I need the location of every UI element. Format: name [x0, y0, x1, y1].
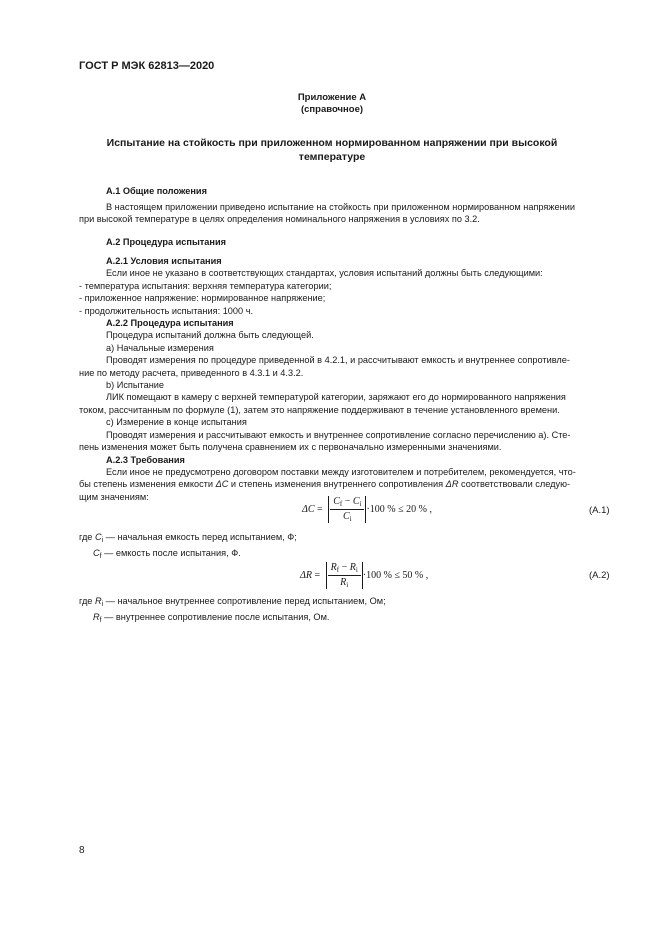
section-a23-line3: щим значениям: — [79, 491, 149, 502]
step-c-line1: Проводят измерения и рассчитывают емкость и внутреннее сопротивление согласно перечислению а). Сте- — [106, 429, 571, 440]
section-a23-line2: бы степень изменения емкости ΔC и степень изменения внутреннего сопротивления ΔR соответствовали следую- — [79, 479, 571, 490]
formula-a1-rhs: ·100 % ≤ 20 % , — [366, 504, 432, 515]
list-item: - приложенное напряжение: нормированное напряжение; — [79, 293, 326, 304]
legend-line: $C_f$ — емкость после испытания, Ф. — [93, 548, 241, 561]
section-a1-heading: А.1 Общие положения — [106, 186, 207, 196]
section-a1-line1: В настоящем приложении приведено испытание на стойкость при приложенном нормированном напряжении — [106, 202, 576, 212]
legend-line: $R_f$ — внутреннее сопротивление после испытания, Ом. — [93, 612, 330, 625]
document-code: ГОСТ Р МЭК 62813—2020 — [79, 60, 215, 72]
fraction-numerator: $R_f - R_i$ — [328, 562, 361, 576]
fraction — [330, 496, 364, 523]
section-a21 — [79, 255, 615, 503]
step-b-line1: ЛИК помещают в камеру с верхней температурой категории, заряжают его до нормированного напряжения — [106, 392, 566, 403]
step-c-line2: пень изменения может быть получена сравнением их с первоначально измеренными значениями. — [79, 442, 502, 453]
section-a21-heading: А.2.1 Условия испытания — [106, 256, 222, 266]
fraction — [328, 562, 361, 589]
fraction-denominator: $C_i$ — [343, 511, 352, 523]
legend-line: где $C_i$ — начальная емкость перед испытанием, Ф; — [79, 532, 297, 544]
section-a22-heading: А.2.2 Процедура испытания — [106, 318, 234, 329]
appendix-title: Приложение А — [297, 92, 367, 103]
step-b-line2: током, рассчитанным по формуле (1), затем это напряжение поддерживают в течение установленного времени. — [79, 404, 560, 415]
appendix-note: (справочное) — [300, 104, 364, 115]
legend-line: где $R_i$ — начальное внутреннее сопротивление перед испытанием, Ом; — [79, 596, 386, 608]
equation-number-a2: (А.2) — [589, 570, 610, 581]
abs-bars — [326, 562, 363, 589]
page-number: 8 — [79, 845, 85, 856]
formula-a1-lhs: ΔC — [302, 504, 315, 515]
formula-a1-legend — [79, 531, 297, 564]
main-title-line2: температуре — [298, 151, 366, 163]
step-c-title: c) Измерение в конце испытания — [106, 417, 247, 428]
fraction-denominator: $R_i$ — [340, 577, 349, 589]
main-title-line1: Испытание на стойкость при приложенном нормированном напряжении при высокой — [106, 137, 558, 149]
section-a23-line1: Если иное не предусмотрено договором поставки между изготовителем и потребителем, рекомендуется, что- — [106, 466, 576, 477]
abs-bars — [328, 496, 366, 523]
section-a21-intro: Если иное не указано в соответствующих стандартах, условия испытаний должны быть следующими: — [106, 268, 543, 279]
equation-number-a1: (А.1) — [589, 505, 610, 516]
formula-a2: ΔR = $\frac{R_f - R_i}{R_i}$ ·100 % ≤ 50 % , — [300, 562, 429, 589]
section-a23-heading: А.2.3 Требования — [106, 454, 185, 465]
fraction-numerator: $C_f - C_i$ — [330, 496, 364, 510]
formula-a2-legend — [79, 595, 386, 628]
section-a1-line2: при высокой температуре в целях определения номинального напряжения в условиях по 3.2. — [79, 214, 480, 225]
section-a22-intro: Процедура испытаний должна быть следующей. — [106, 330, 314, 341]
delta-c-symbol: ΔC — [215, 479, 229, 490]
step-b-title: b) Испытание — [106, 380, 165, 391]
step-a-title: a) Начальные измерения — [106, 342, 214, 353]
list-item: - продолжительность испытания: 1000 ч. — [79, 305, 254, 316]
section-a1-text — [79, 201, 615, 226]
step-a-line1: Проводят измерения по процедуре приведенной в 4.2.1, и рассчитывают емкость и внутреннее сопротивле- — [106, 355, 570, 366]
list-item: - температура испытания: верхняя температура категории; — [79, 280, 332, 291]
section-a2-heading: А.2 Процедура испытания — [106, 237, 226, 247]
formula-a1: ΔC = $\frac{C_f - C_i}{C_i}$ ·100 % ≤ 20 % , — [302, 496, 432, 523]
formula-a2-lhs: ΔR — [300, 570, 312, 581]
delta-r-symbol: ΔR — [445, 479, 459, 490]
step-a-line2: ние по методу расчета, приведенного в 4.3.1 и 4.3.2. — [79, 367, 304, 378]
formula-a2-rhs: ·100 % ≤ 50 % , — [362, 570, 429, 581]
